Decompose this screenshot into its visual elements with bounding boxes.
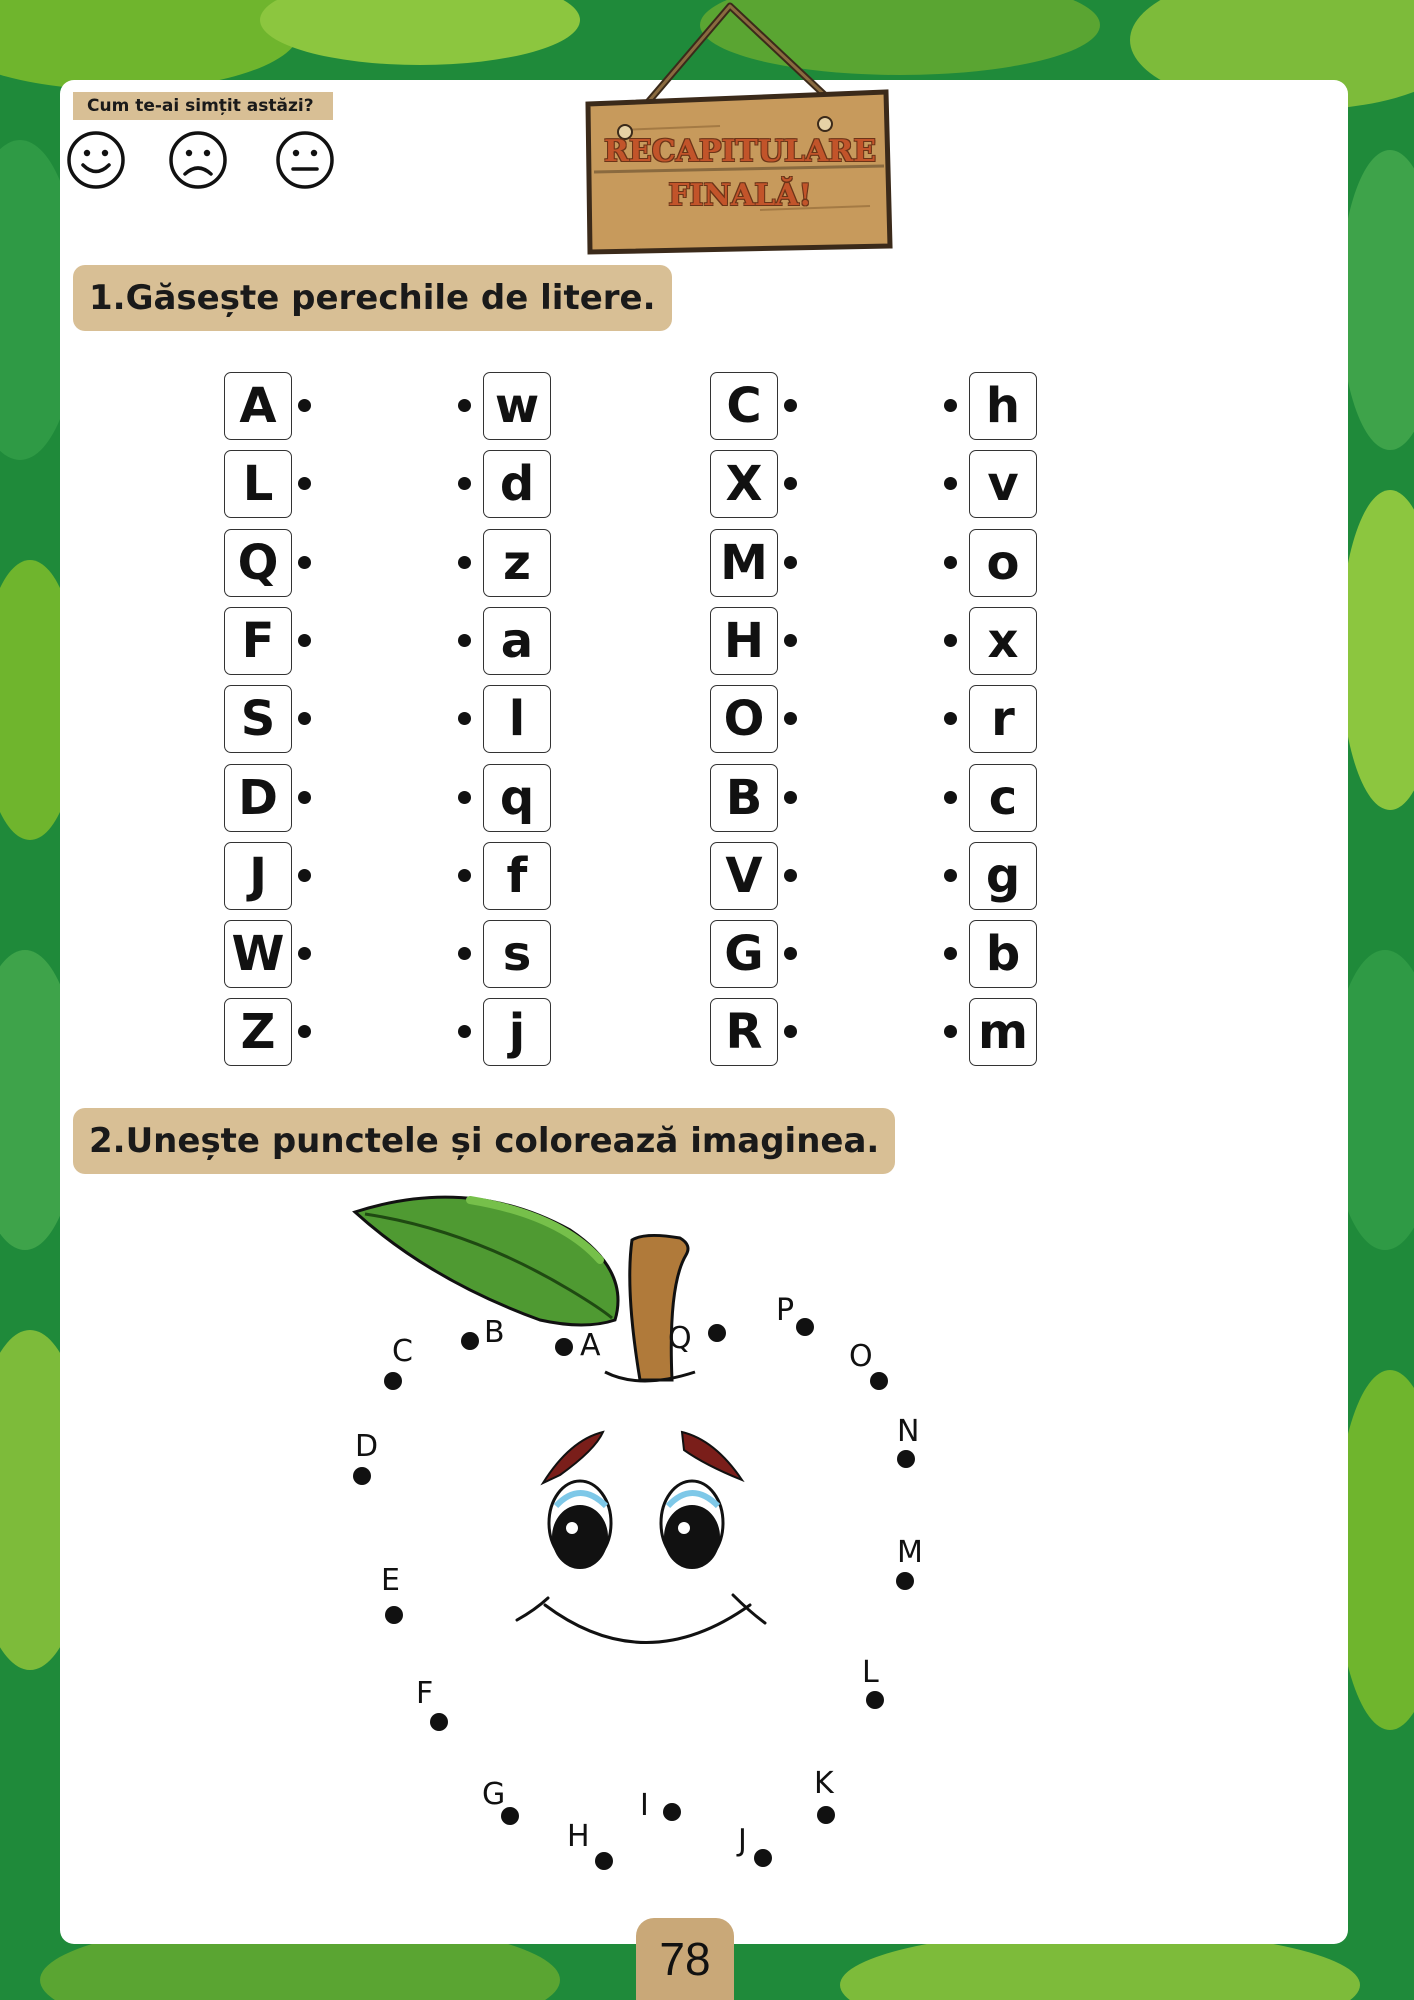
matching-dot[interactable] xyxy=(298,791,311,804)
letter-box: R xyxy=(710,998,778,1066)
letter-box: h xyxy=(969,372,1037,440)
mood-question: Cum te-ai simțit astăzi? xyxy=(73,92,333,120)
connect-dot[interactable] xyxy=(555,1338,573,1356)
matching-dot[interactable] xyxy=(784,399,797,412)
matching-dot[interactable] xyxy=(784,556,797,569)
connect-dot[interactable] xyxy=(353,1467,371,1485)
matching-dot[interactable] xyxy=(458,399,471,412)
matching-dot[interactable] xyxy=(458,556,471,569)
letter-box: a xyxy=(483,607,551,675)
matching-dot[interactable] xyxy=(298,869,311,882)
letter-box: V xyxy=(710,842,778,910)
connect-dot[interactable] xyxy=(708,1324,726,1342)
matching-dot[interactable] xyxy=(458,869,471,882)
letter-box: j xyxy=(483,998,551,1066)
letter-box: W xyxy=(224,920,292,988)
matching-dot[interactable] xyxy=(944,634,957,647)
smiling-face-icon[interactable] xyxy=(64,128,128,192)
letter-box: O xyxy=(710,685,778,753)
connect-dot[interactable] xyxy=(796,1318,814,1336)
letter-box: f xyxy=(483,842,551,910)
matching-dot[interactable] xyxy=(944,556,957,569)
connect-dot-label: N xyxy=(897,1414,920,1449)
connect-dot-label: K xyxy=(814,1766,834,1801)
matching-dot[interactable] xyxy=(784,869,797,882)
letter-box: S xyxy=(224,685,292,753)
letter-box: l xyxy=(483,685,551,753)
letter-box: r xyxy=(969,685,1037,753)
connect-dot[interactable] xyxy=(595,1852,613,1870)
connect-dot-label: D xyxy=(355,1429,379,1464)
apple-leaf xyxy=(355,1197,618,1325)
letter-box: D xyxy=(224,764,292,832)
matching-dot[interactable] xyxy=(944,947,957,960)
exercise-1-heading: 1.Găsește perechile de litere. xyxy=(73,265,672,331)
letter-box: H xyxy=(710,607,778,675)
title-line-2: FINALĂ! xyxy=(668,178,812,213)
letter-box: G xyxy=(710,920,778,988)
connect-dot[interactable] xyxy=(430,1713,448,1731)
connect-dot[interactable] xyxy=(384,1372,402,1390)
connect-dot[interactable] xyxy=(897,1450,915,1468)
letter-box: v xyxy=(969,450,1037,518)
matching-dot[interactable] xyxy=(298,556,311,569)
connect-dot-label: B xyxy=(484,1315,505,1350)
letter-box: X xyxy=(710,450,778,518)
connect-dot-label: E xyxy=(381,1563,400,1598)
letter-box: z xyxy=(483,529,551,597)
connect-dot-label: L xyxy=(862,1655,879,1690)
letter-box: x xyxy=(969,607,1037,675)
matching-dot[interactable] xyxy=(944,869,957,882)
matching-dot[interactable] xyxy=(458,634,471,647)
apple-face xyxy=(517,1432,765,1643)
connect-dot-label: M xyxy=(897,1535,923,1570)
page-number: 78 xyxy=(636,1918,734,2000)
matching-dot[interactable] xyxy=(784,947,797,960)
letter-box: m xyxy=(969,998,1037,1066)
letter-box: M xyxy=(710,529,778,597)
exercise-2-heading: 2.Unește punctele și colorează imaginea. xyxy=(73,1108,895,1174)
letter-box: F xyxy=(224,607,292,675)
connect-dot[interactable] xyxy=(754,1849,772,1867)
connect-dot[interactable] xyxy=(385,1606,403,1624)
letter-box: Q xyxy=(224,529,292,597)
connect-dot[interactable] xyxy=(663,1803,681,1821)
matching-dot[interactable] xyxy=(298,399,311,412)
letter-box: g xyxy=(969,842,1037,910)
letter-box: B xyxy=(710,764,778,832)
connect-dot[interactable] xyxy=(866,1691,884,1709)
apple-connect-the-dots xyxy=(340,1190,940,1890)
matching-dot[interactable] xyxy=(458,791,471,804)
connect-dot[interactable] xyxy=(461,1332,479,1350)
connect-dot-label: F xyxy=(416,1676,434,1711)
letter-box: c xyxy=(969,764,1037,832)
letter-box: b xyxy=(969,920,1037,988)
letter-box: o xyxy=(969,529,1037,597)
connect-dot-label: O xyxy=(849,1339,873,1374)
matching-dot[interactable] xyxy=(784,634,797,647)
connect-dot-label: A xyxy=(580,1328,601,1363)
connect-dot-label: I xyxy=(640,1788,649,1823)
connect-dot[interactable] xyxy=(896,1572,914,1590)
matching-dot[interactable] xyxy=(784,791,797,804)
sad-face-icon[interactable] xyxy=(166,128,230,192)
connect-dot-label: H xyxy=(567,1819,590,1854)
connect-dot-label: P xyxy=(776,1293,795,1328)
connect-dot-label: G xyxy=(482,1777,506,1812)
worksheet-title xyxy=(590,130,890,218)
matching-dot[interactable] xyxy=(298,634,311,647)
matching-dot[interactable] xyxy=(458,947,471,960)
letter-box: w xyxy=(483,372,551,440)
matching-dot[interactable] xyxy=(944,791,957,804)
letter-box: J xyxy=(224,842,292,910)
connect-dot-label: C xyxy=(392,1334,413,1369)
letter-box: C xyxy=(710,372,778,440)
matching-dot[interactable] xyxy=(944,399,957,412)
connect-dot-label: Q xyxy=(668,1321,692,1356)
connect-dot[interactable] xyxy=(870,1372,888,1390)
letter-box: L xyxy=(224,450,292,518)
matching-dot[interactable] xyxy=(298,947,311,960)
connect-dot-label: J xyxy=(738,1823,747,1858)
letter-box: s xyxy=(483,920,551,988)
letter-box: d xyxy=(483,450,551,518)
title-line-1: RECAPITULARE xyxy=(603,134,877,169)
neutral-face-icon[interactable] xyxy=(273,128,337,192)
letter-box: A xyxy=(224,372,292,440)
connect-dot[interactable] xyxy=(817,1806,835,1824)
letter-box: Z xyxy=(224,998,292,1066)
letter-box: q xyxy=(483,764,551,832)
